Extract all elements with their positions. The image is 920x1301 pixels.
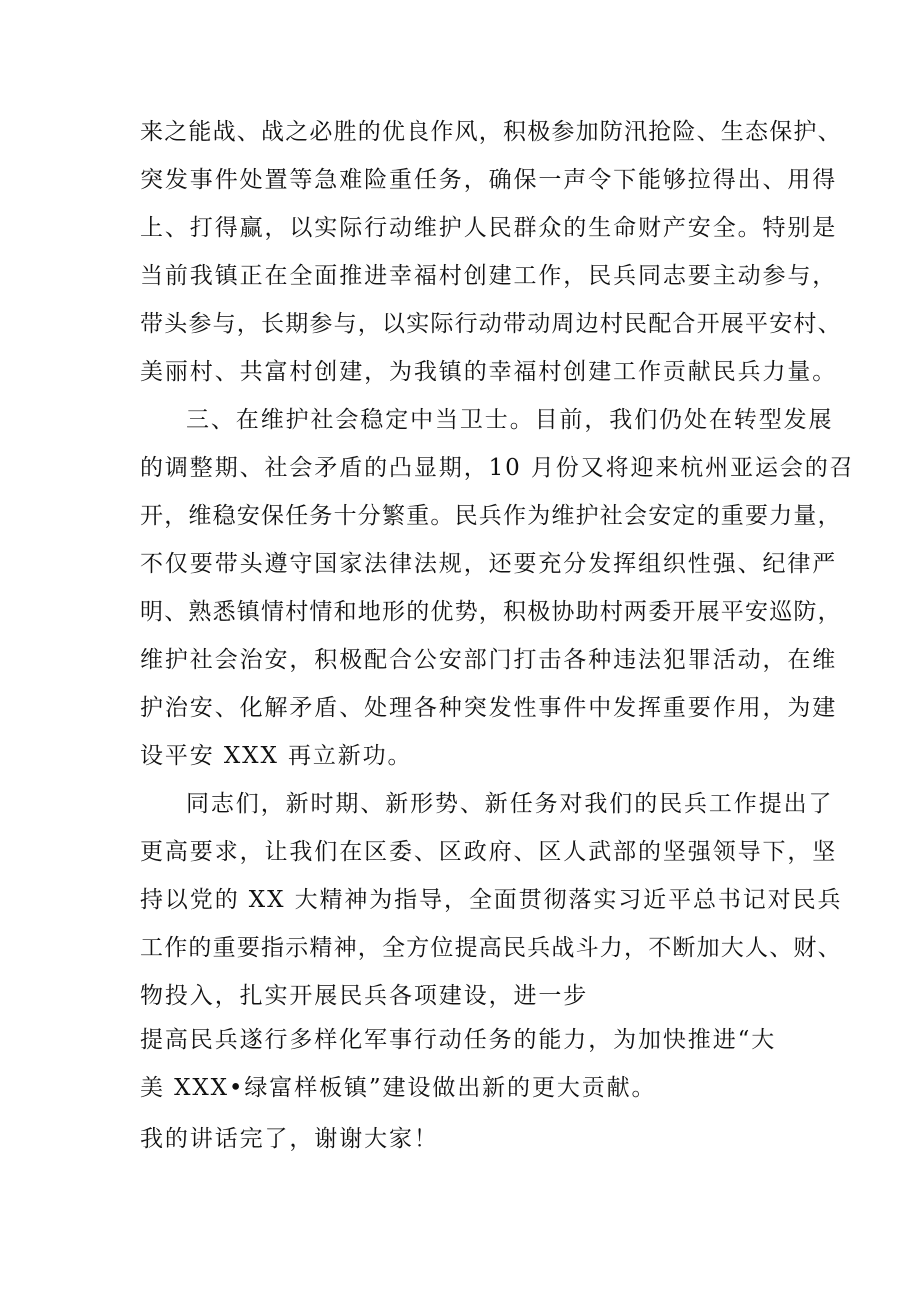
text-line: 美丽村、共富村创建，为我镇的幸福村创建工作贡献民兵力量。 — [140, 359, 838, 385]
text-line: 的调整期、社会矛盾的凸显期，10 月份又将迎来杭州亚运会的召 — [140, 455, 855, 481]
paragraph-heading-line: 三、在维护社会稳定中当卫士。目前，我们仍处在转型发展 — [186, 407, 834, 433]
paragraph-start-line: 同志们，新时期、新形势、新任务对我们的民兵工作提出了 — [186, 791, 834, 817]
text-line: 带头参与，长期参与，以实际行动带动周边村民配合开展平安村、 — [140, 311, 842, 337]
text-line: 提高民兵遂行多样化军事行动任务的能力，为加快推进“大 — [140, 1027, 777, 1053]
text-line: 护治安、化解矛盾、处理各种突发性事件中发挥重要作用，为建 — [140, 695, 838, 721]
text-line: 维护社会治安，积极配合公安部门打击各种违法犯罪活动，在维 — [140, 647, 838, 673]
text-line: 开，维稳安保任务十分繁重。民兵作为维护社会安定的重要力量， — [140, 503, 842, 529]
text-line: 美 XXX•绿富样板镇”建设做出新的更大贡献。 — [140, 1075, 657, 1101]
text-line: 物投入，扎实开展民兵各项建设，进一步 — [140, 983, 589, 1009]
text-line: 工作的重要指示精神，全方位提高民兵战斗力，不断加大人、财、 — [140, 935, 842, 961]
text-line: 不仅要带头遵守国家法律法规，还要充分发挥组织性强、纪律严 — [140, 551, 838, 577]
closing-line: 我的讲话完了，谢谢大家！ — [140, 1126, 439, 1152]
text-line: 突发事件处置等急难险重任务，确保一声令下能够拉得出、用得 — [140, 167, 838, 193]
text-line: 设平安 XXX 再立新功。 — [140, 743, 413, 769]
text-line: 来之能战、战之必胜的优良作风，积极参加防汛抢险、生态保护、 — [140, 119, 842, 145]
text-line: 上、打得赢，以实际行动维护人民群众的生命财产安全。特别是 — [140, 215, 838, 241]
text-line: 明、熟悉镇情村情和地形的优势，积极协助村两委开展平安巡防， — [140, 599, 842, 625]
text-line: 持以党的 XX 大精神为指导，全面贯彻落实习近平总书记对民兵 — [140, 887, 843, 913]
text-line: 更高要求，让我们在区委、区政府、区人武部的坚强领导下，坚 — [140, 839, 838, 865]
text-line: 当前我镇正在全面推进幸福村创建工作，民兵同志要主动参与， — [140, 263, 838, 289]
